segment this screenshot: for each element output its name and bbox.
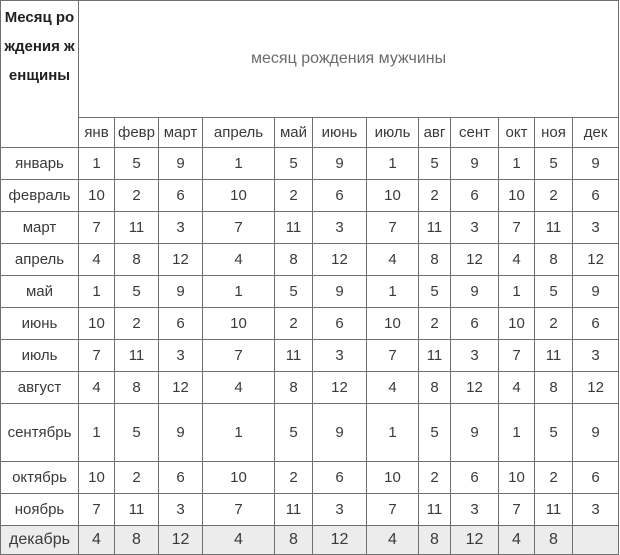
table-cell: 8 (115, 526, 159, 555)
month-header-9: сент (451, 118, 499, 148)
table-cell: 1 (499, 404, 535, 462)
table-cell: 8 (535, 526, 573, 555)
table-cell: 9 (313, 276, 367, 308)
month-header-12: дек (573, 118, 619, 148)
table-cell: 12 (573, 372, 619, 404)
table-cell: 9 (159, 148, 203, 180)
table-cell: 1 (367, 148, 419, 180)
table-cell: 5 (115, 276, 159, 308)
title-row (1, 1, 619, 118)
table-cell: 8 (115, 372, 159, 404)
table-cell: 3 (573, 494, 619, 526)
row-label: сентябрь (1, 404, 79, 462)
month-header-4: апрель (203, 118, 275, 148)
table-cell: 6 (451, 180, 499, 212)
table-cell: 4 (499, 372, 535, 404)
table-cell: 3 (159, 340, 203, 372)
table-cell: 4 (203, 372, 275, 404)
table-cell: 10 (203, 462, 275, 494)
table-cell: 2 (535, 462, 573, 494)
month-header-1: янв (79, 118, 115, 148)
table-row (1, 494, 619, 526)
table-cell: 4 (499, 526, 535, 555)
table-cell: 10 (203, 308, 275, 340)
table-cell: 11 (419, 494, 451, 526)
table-cell: 8 (419, 372, 451, 404)
table-cell: 4 (367, 526, 419, 555)
table-cell: 3 (313, 340, 367, 372)
table-row (1, 180, 619, 212)
table-cell: 4 (79, 372, 115, 404)
table-cell: 3 (573, 212, 619, 244)
table-cell: 1 (203, 276, 275, 308)
table-body (1, 148, 619, 555)
table-cell: 4 (367, 244, 419, 276)
table-cell: 8 (115, 244, 159, 276)
table-cell: 11 (419, 340, 451, 372)
table-cell: 6 (451, 308, 499, 340)
row-label: август (1, 372, 79, 404)
row-label: июль (1, 340, 79, 372)
table-cell: 10 (79, 308, 115, 340)
table-cell: 11 (115, 494, 159, 526)
table-cell: 12 (159, 372, 203, 404)
row-label: март (1, 212, 79, 244)
table-cell: 9 (313, 404, 367, 462)
table-cell: 9 (573, 404, 619, 462)
table-cell: 8 (275, 244, 313, 276)
table-cell: 7 (203, 494, 275, 526)
table-cell: 8 (535, 244, 573, 276)
table-cell: 5 (275, 148, 313, 180)
table-cell: 11 (535, 212, 573, 244)
table-cell: 10 (499, 462, 535, 494)
table-cell: 3 (313, 494, 367, 526)
table-cell: 7 (499, 340, 535, 372)
table-cell: 11 (535, 340, 573, 372)
table-cell: 6 (159, 180, 203, 212)
corner-label: Месяц рождения женщины (1, 1, 79, 148)
table-cell: 7 (79, 340, 115, 372)
table-cell: 2 (535, 308, 573, 340)
table-row (1, 148, 619, 180)
table-cell: 2 (419, 180, 451, 212)
table-cell: 6 (313, 180, 367, 212)
table-cell: 5 (275, 276, 313, 308)
table-cell: 6 (573, 180, 619, 212)
table-cell: 1 (499, 148, 535, 180)
table-cell: 1 (203, 404, 275, 462)
table-cell: 3 (451, 212, 499, 244)
table-cell: 1 (367, 404, 419, 462)
table-cell: 12 (313, 526, 367, 555)
table-cell: 6 (313, 462, 367, 494)
table-cell: 8 (419, 526, 451, 555)
table-cell: 10 (367, 462, 419, 494)
month-header-10: окт (499, 118, 535, 148)
table-cell: 6 (451, 462, 499, 494)
table-row (1, 340, 619, 372)
row-label: декабрь (1, 526, 79, 555)
table-cell: 7 (203, 212, 275, 244)
month-header-11: ноя (535, 118, 573, 148)
table-cell: 12 (313, 244, 367, 276)
table-cell: 3 (573, 340, 619, 372)
table-cell: 7 (203, 340, 275, 372)
table-cell: 8 (275, 372, 313, 404)
table-cell: 10 (499, 180, 535, 212)
table-cell: 5 (115, 404, 159, 462)
table-row (1, 244, 619, 276)
table-cell: 1 (203, 148, 275, 180)
row-label: февраль (1, 180, 79, 212)
table-cell: 1 (79, 148, 115, 180)
table-cell: 7 (367, 212, 419, 244)
table-cell: 12 (451, 244, 499, 276)
table-cell: 5 (419, 404, 451, 462)
table-cell: 9 (159, 276, 203, 308)
row-label: ноябрь (1, 494, 79, 526)
table-cell: 2 (275, 462, 313, 494)
table-cell: 7 (79, 212, 115, 244)
table-cell: 4 (79, 244, 115, 276)
table-cell: 3 (159, 494, 203, 526)
table-cell: 7 (367, 494, 419, 526)
table-cell: 3 (451, 340, 499, 372)
month-header-3: март (159, 118, 203, 148)
table-cell: 4 (79, 526, 115, 555)
table-cell: 7 (499, 212, 535, 244)
month-header-7: июль (367, 118, 419, 148)
header-title: месяц рождения мужчины (79, 1, 619, 118)
table-row (1, 404, 619, 462)
table-cell: 2 (275, 180, 313, 212)
table-cell: 10 (367, 308, 419, 340)
table-cell: 2 (115, 308, 159, 340)
table-row (1, 462, 619, 494)
table-cell: 6 (313, 308, 367, 340)
table-cell: 11 (535, 494, 573, 526)
table-cell: 9 (573, 276, 619, 308)
table-cell: 12 (159, 526, 203, 555)
month-header-5: май (275, 118, 313, 148)
table-cell: 6 (573, 308, 619, 340)
table-cell: 12 (451, 372, 499, 404)
table-cell: 1 (499, 276, 535, 308)
table-cell: 11 (275, 494, 313, 526)
table-cell: 1 (79, 276, 115, 308)
row-label: апрель (1, 244, 79, 276)
table-cell: 1 (79, 404, 115, 462)
table-cell: 4 (499, 244, 535, 276)
table-cell: 12 (451, 526, 499, 555)
table-cell: 10 (79, 462, 115, 494)
table-cell: 7 (367, 340, 419, 372)
table-cell: 1 (367, 276, 419, 308)
table-cell: 2 (535, 180, 573, 212)
table-cell: 10 (367, 180, 419, 212)
table-cell: 10 (203, 180, 275, 212)
table-cell: 11 (419, 212, 451, 244)
table-row (1, 526, 619, 555)
table-cell: 4 (203, 244, 275, 276)
table-cell: 3 (159, 212, 203, 244)
row-label: май (1, 276, 79, 308)
month-header-8: авг (419, 118, 451, 148)
table-cell: 8 (275, 526, 313, 555)
table-row (1, 308, 619, 340)
table-cell: 5 (535, 276, 573, 308)
table-cell: 8 (535, 372, 573, 404)
table-row (1, 276, 619, 308)
table-cell: 2 (275, 308, 313, 340)
table-cell: 11 (115, 212, 159, 244)
table-cell: 2 (115, 462, 159, 494)
table-cell: 8 (419, 244, 451, 276)
table-cell: 5 (275, 404, 313, 462)
table-cell: 11 (275, 340, 313, 372)
table-cell: 2 (419, 308, 451, 340)
table-cell: 9 (451, 404, 499, 462)
table-cell: 5 (535, 404, 573, 462)
table-cell: 5 (115, 148, 159, 180)
table-cell: 4 (367, 372, 419, 404)
month-header-2: февр (115, 118, 159, 148)
table-cell: 3 (451, 494, 499, 526)
month-header-6: июнь (313, 118, 367, 148)
table-cell: 7 (79, 494, 115, 526)
table-cell: 9 (451, 276, 499, 308)
table-cell: 12 (573, 244, 619, 276)
table-cell: 9 (573, 148, 619, 180)
row-label: январь (1, 148, 79, 180)
table-cell: 6 (159, 462, 203, 494)
table-cell: 10 (79, 180, 115, 212)
table-cell: 9 (159, 404, 203, 462)
table-cell (573, 526, 619, 555)
table-cell: 9 (451, 148, 499, 180)
table-cell: 5 (419, 148, 451, 180)
table-cell: 11 (115, 340, 159, 372)
table-cell: 2 (115, 180, 159, 212)
table-row (1, 212, 619, 244)
table-cell: 7 (499, 494, 535, 526)
table-cell: 2 (419, 462, 451, 494)
table-cell: 6 (573, 462, 619, 494)
month-header-row (1, 118, 619, 148)
table-cell: 3 (313, 212, 367, 244)
row-label: июнь (1, 308, 79, 340)
table-cell: 10 (499, 308, 535, 340)
table-cell: 12 (159, 244, 203, 276)
table-cell: 6 (159, 308, 203, 340)
table-cell: 4 (203, 526, 275, 555)
table-cell: 12 (313, 372, 367, 404)
table-cell: 5 (535, 148, 573, 180)
table-row (1, 372, 619, 404)
table-cell: 5 (419, 276, 451, 308)
row-label: октябрь (1, 462, 79, 494)
table-cell: 11 (275, 212, 313, 244)
table-cell: 9 (313, 148, 367, 180)
